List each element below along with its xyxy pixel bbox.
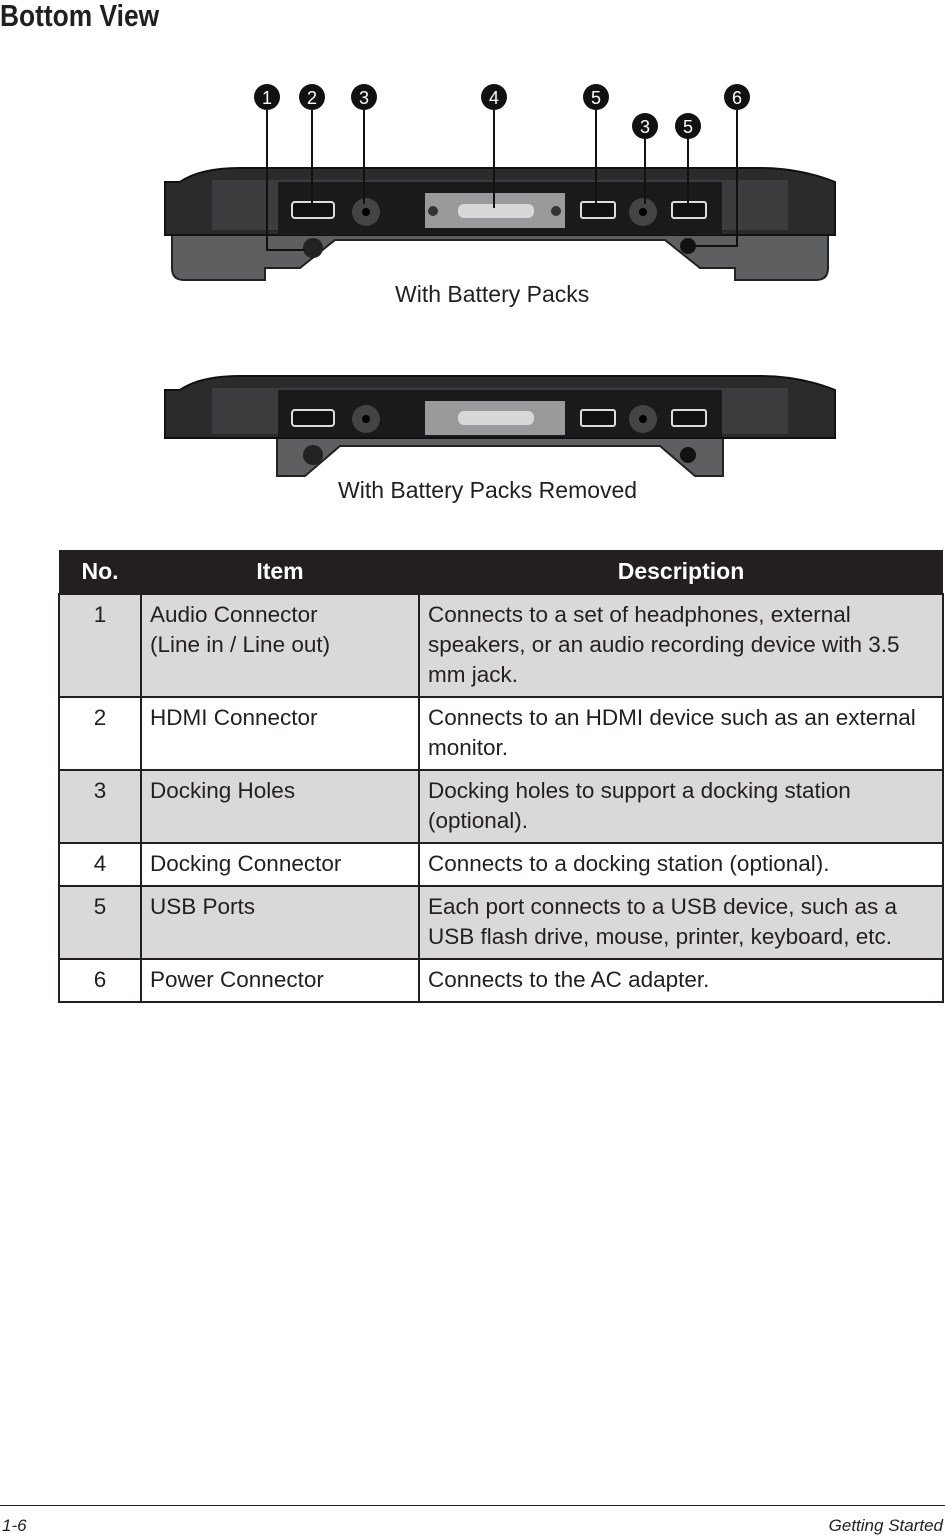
ports-table: [58, 550, 944, 1003]
callout-3b: 3: [639, 117, 651, 137]
cell-no: 3: [59, 770, 141, 843]
table-row: [59, 886, 943, 959]
footer-divider: [0, 1505, 945, 1506]
cell-item: Docking Connector: [141, 843, 419, 886]
device-with-battery: [165, 84, 835, 280]
cell-description: Connects to an HDMI device such as an external monitor.: [419, 697, 943, 770]
cell-description: Connects to a docking station (optional).: [419, 843, 943, 886]
cell-item: Audio Connector (Line in / Line out): [141, 594, 419, 697]
callout-6: 6: [731, 88, 743, 108]
cell-description: Connects to a set of headphones, external speakers, or an audio recording device with 3.5 mm jack.: [419, 594, 943, 697]
cell-no: 1: [59, 594, 141, 697]
table-row: [59, 770, 943, 843]
figure-caption-with-battery: With Battery Packs: [395, 281, 590, 307]
callout-4: 4: [488, 88, 500, 108]
header-no: No.: [59, 550, 141, 594]
callout-2: 2: [306, 88, 318, 108]
cell-no: 2: [59, 697, 141, 770]
page-number: 1-6: [2, 1516, 27, 1535]
cell-no: 4: [59, 843, 141, 886]
cell-description: Docking holes to support a docking station (optional).: [419, 770, 943, 843]
table-row: [59, 843, 943, 886]
cell-description: Each port connects to a USB device, such as a USB flash drive, mouse, printer, keyboard, etc.: [419, 886, 943, 959]
cell-item: Docking Holes: [141, 770, 419, 843]
cell-no: 5: [59, 886, 141, 959]
table-row: [59, 959, 943, 1002]
cell-no: 6: [59, 959, 141, 1002]
table-row: [59, 697, 943, 770]
cell-item: USB Ports: [141, 886, 419, 959]
page-title: Bottom View: [0, 0, 160, 33]
chapter-name: Getting Started: [828, 1516, 943, 1535]
callouts: [254, 84, 750, 139]
callout-3: 3: [358, 88, 370, 108]
figure-caption-battery-removed: With Battery Packs Removed: [338, 477, 638, 503]
callout-5b: 5: [682, 117, 694, 137]
device-without-battery: [165, 376, 835, 476]
callout-1: 1: [261, 88, 273, 108]
callout-5: 5: [590, 88, 602, 108]
device-bottom-illustrations: [0, 0, 945, 520]
header-item: Item: [141, 550, 419, 594]
cell-item: HDMI Connector: [141, 697, 419, 770]
cell-description: Connects to the AC adapter.: [419, 959, 943, 1002]
cell-item: Power Connector: [141, 959, 419, 1002]
header-description: Description: [419, 550, 943, 594]
table-row: [59, 594, 943, 697]
